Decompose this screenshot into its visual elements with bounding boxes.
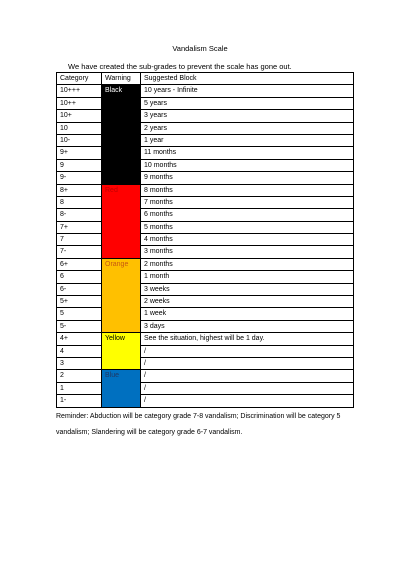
category-cell: 8 <box>57 196 102 208</box>
table-body <box>57 85 354 407</box>
table-row <box>57 320 354 332</box>
category-cell: 9+ <box>57 147 102 159</box>
category-cell: 10 <box>57 122 102 134</box>
warning-level-blue: Blue <box>102 370 141 407</box>
suggested-block-cell: 5 years <box>141 97 354 109</box>
suggested-block-cell: 10 years - Infinite <box>141 85 354 97</box>
suggested-block-cell: 4 months <box>141 234 354 246</box>
category-cell: 5 <box>57 308 102 320</box>
table-row <box>57 271 354 283</box>
reminder-text: Reminder: Abduction will be category grade 7-8 vandalism; Discrimination will be category 5 vandalism; Slandering will be category grade 6-7 vandalism. <box>56 413 341 436</box>
header-warning: Warning <box>102 73 141 85</box>
table-header-row <box>57 73 354 85</box>
category-cell: 10+ <box>57 110 102 122</box>
suggested-block-cell: / <box>141 357 354 369</box>
table-row <box>57 196 354 208</box>
table-row <box>57 370 354 382</box>
table-row <box>57 97 354 109</box>
category-cell: 10- <box>57 134 102 146</box>
category-cell: 3 <box>57 357 102 369</box>
suggested-block-cell: 3 months <box>141 246 354 258</box>
table-row <box>57 147 354 159</box>
suggested-block-cell: 1 week <box>141 308 354 320</box>
table-row <box>57 85 354 97</box>
table-row <box>57 221 354 233</box>
category-cell: 7+ <box>57 221 102 233</box>
table-row <box>57 357 354 369</box>
suggested-block-cell: 2 months <box>141 258 354 270</box>
category-cell: 9 <box>57 159 102 171</box>
table-row <box>57 395 354 407</box>
category-cell: 2 <box>57 370 102 382</box>
suggested-block-cell: 5 months <box>141 221 354 233</box>
suggested-block-cell: 2 weeks <box>141 296 354 308</box>
table-row <box>57 283 354 295</box>
category-cell: 9- <box>57 172 102 184</box>
category-cell: 1- <box>57 395 102 407</box>
suggested-block-cell: 1 year <box>141 134 354 146</box>
category-cell: 4 <box>57 345 102 357</box>
vandalism-scale-table <box>56 72 354 408</box>
category-cell: 5- <box>57 320 102 332</box>
header-category: Category <box>57 73 102 85</box>
table-row <box>57 184 354 196</box>
suggested-block-cell: 8 months <box>141 184 354 196</box>
suggested-block-cell: 9 months <box>141 172 354 184</box>
table-row <box>57 258 354 270</box>
document-title: Vandalism Scale <box>172 44 228 53</box>
warning-level-red: Red <box>102 184 141 258</box>
table-row <box>57 345 354 357</box>
category-cell: 8+ <box>57 184 102 196</box>
suggested-block-cell: 11 months <box>141 147 354 159</box>
warning-level-orange: Orange <box>102 258 141 332</box>
warning-level-yellow: Yellow <box>102 333 141 370</box>
suggested-block-cell: 3 days <box>141 320 354 332</box>
category-cell: 6+ <box>57 258 102 270</box>
table-row <box>57 246 354 258</box>
table-row <box>57 172 354 184</box>
table-row <box>57 333 354 345</box>
table-row <box>57 159 354 171</box>
intro-text: We have created the sub-grades to prevent the scale has gone out. <box>68 62 292 71</box>
suggested-block-cell: 10 months <box>141 159 354 171</box>
category-cell: 5+ <box>57 296 102 308</box>
suggested-block-cell: 6 months <box>141 209 354 221</box>
category-cell: 1 <box>57 382 102 394</box>
table-row <box>57 209 354 221</box>
category-cell: 7- <box>57 246 102 258</box>
suggested-block-cell: See the situation, highest will be 1 day. <box>141 333 354 345</box>
table-row <box>57 134 354 146</box>
suggested-block-cell: / <box>141 382 354 394</box>
category-cell: 7 <box>57 234 102 246</box>
table-row <box>57 308 354 320</box>
header-suggested-block: Suggested Block <box>141 73 354 85</box>
category-cell: 10++ <box>57 97 102 109</box>
table-row <box>57 296 354 308</box>
warning-level-black: Black <box>102 85 141 184</box>
suggested-block-cell: / <box>141 395 354 407</box>
table-row <box>57 122 354 134</box>
suggested-block-cell: 7 months <box>141 196 354 208</box>
suggested-block-cell: / <box>141 345 354 357</box>
suggested-block-cell: 3 weeks <box>141 283 354 295</box>
table-row <box>57 110 354 122</box>
category-cell: 6- <box>57 283 102 295</box>
suggested-block-cell: 3 years <box>141 110 354 122</box>
table-row <box>57 382 354 394</box>
category-cell: 8- <box>57 209 102 221</box>
suggested-block-cell: 2 years <box>141 122 354 134</box>
suggested-block-cell: / <box>141 370 354 382</box>
table-row <box>57 234 354 246</box>
suggested-block-cell: 1 month <box>141 271 354 283</box>
category-cell: 6 <box>57 271 102 283</box>
category-cell: 10+++ <box>57 85 102 97</box>
category-cell: 4+ <box>57 333 102 345</box>
